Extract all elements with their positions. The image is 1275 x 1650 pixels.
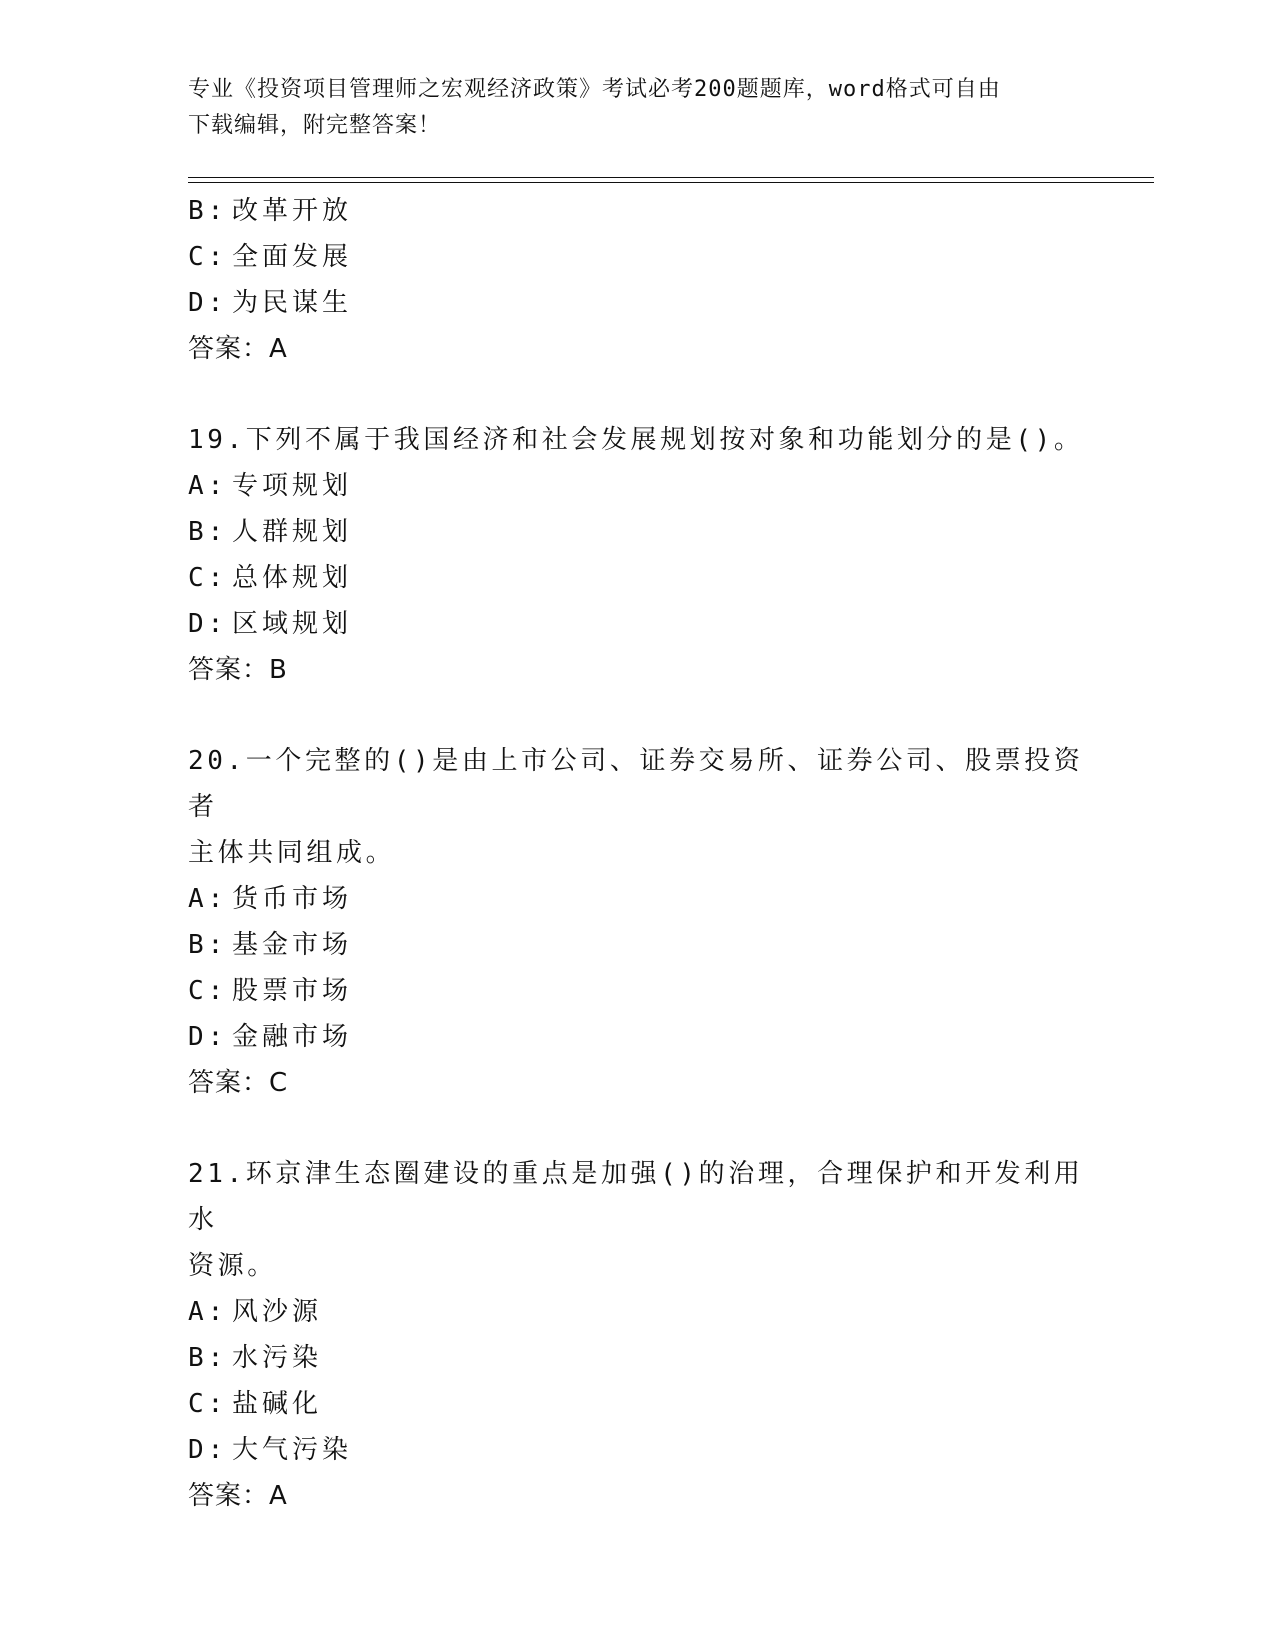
option-text: 水污染 bbox=[232, 1343, 323, 1373]
question-19 bbox=[188, 417, 1088, 693]
option-text: 为民谋生 bbox=[232, 288, 353, 318]
option-text: 总体规划 bbox=[232, 563, 353, 593]
option-c bbox=[188, 1381, 1088, 1427]
option-letter: B: bbox=[188, 196, 228, 226]
option-c bbox=[188, 555, 1088, 601]
option-letter: C: bbox=[188, 242, 228, 272]
answer-line: 答案：C bbox=[188, 1068, 289, 1098]
answer-line: 答案：A bbox=[188, 334, 288, 364]
option-letter: D: bbox=[188, 609, 228, 639]
header-rule-bottom bbox=[188, 182, 1154, 183]
option-text: 盐碱化 bbox=[232, 1389, 323, 1419]
spacer bbox=[188, 693, 1088, 738]
option-c bbox=[188, 234, 1088, 280]
question-20 bbox=[188, 738, 1088, 1106]
option-b bbox=[188, 509, 1088, 555]
spacer bbox=[188, 372, 1088, 417]
option-a bbox=[188, 463, 1088, 509]
option-a bbox=[188, 876, 1088, 922]
option-letter: D: bbox=[188, 1435, 228, 1465]
option-letter: A: bbox=[188, 1297, 228, 1327]
option-letter: A: bbox=[188, 884, 228, 914]
header-rule-top bbox=[188, 177, 1154, 178]
option-letter: D: bbox=[188, 1022, 228, 1052]
option-letter: C: bbox=[188, 563, 228, 593]
header-line-2: 下载编辑，附完整答案！ bbox=[188, 113, 442, 138]
option-text: 基金市场 bbox=[232, 930, 353, 960]
option-text: 股票市场 bbox=[232, 976, 353, 1006]
question-18-tail bbox=[188, 188, 1088, 372]
document-header bbox=[188, 72, 1068, 144]
question-stem-line-1: 21.环京津生态圈建设的重点是加强()的治理，合理保护和开发利用水 bbox=[188, 1159, 1084, 1235]
option-d bbox=[188, 280, 1088, 326]
option-text: 专项规划 bbox=[232, 471, 353, 501]
option-text: 货币市场 bbox=[232, 884, 353, 914]
answer-line: 答案：B bbox=[188, 655, 288, 685]
question-21 bbox=[188, 1151, 1088, 1519]
option-letter: D: bbox=[188, 288, 228, 318]
answer-line: 答案：A bbox=[188, 1481, 288, 1511]
option-b bbox=[188, 922, 1088, 968]
option-letter: B: bbox=[188, 1343, 228, 1373]
option-letter: B: bbox=[188, 517, 228, 547]
question-stem-line-2: 资源。 bbox=[188, 1251, 277, 1281]
option-text: 大气污染 bbox=[232, 1435, 353, 1465]
option-text: 人群规划 bbox=[232, 517, 353, 547]
question-stem-line-1: 20.一个完整的()是由上市公司、证券交易所、证券公司、股票投资者 bbox=[188, 746, 1084, 822]
option-text: 改革开放 bbox=[232, 196, 353, 226]
option-b bbox=[188, 1335, 1088, 1381]
question-stem-line-2: 主体共同组成。 bbox=[188, 838, 396, 868]
option-text: 金融市场 bbox=[232, 1022, 353, 1052]
option-d bbox=[188, 601, 1088, 647]
option-d bbox=[188, 1427, 1088, 1473]
option-text: 全面发展 bbox=[232, 242, 353, 272]
option-text: 风沙源 bbox=[232, 1297, 323, 1327]
option-b bbox=[188, 188, 1088, 234]
option-letter: C: bbox=[188, 1389, 228, 1419]
option-d bbox=[188, 1014, 1088, 1060]
option-a bbox=[188, 1289, 1088, 1335]
option-c bbox=[188, 968, 1088, 1014]
option-letter: C: bbox=[188, 976, 228, 1006]
option-letter: B: bbox=[188, 930, 228, 960]
option-text: 区域规划 bbox=[232, 609, 353, 639]
header-line-1: 专业《投资项目管理师之宏观经济政策》考试必考200题题库，word格式可自由 bbox=[188, 77, 1001, 102]
question-stem: 19.下列不属于我国经济和社会发展规划按对象和功能划分的是()。 bbox=[188, 425, 1084, 455]
option-letter: A: bbox=[188, 471, 228, 501]
question-list bbox=[188, 188, 1088, 1519]
spacer bbox=[188, 1106, 1088, 1151]
